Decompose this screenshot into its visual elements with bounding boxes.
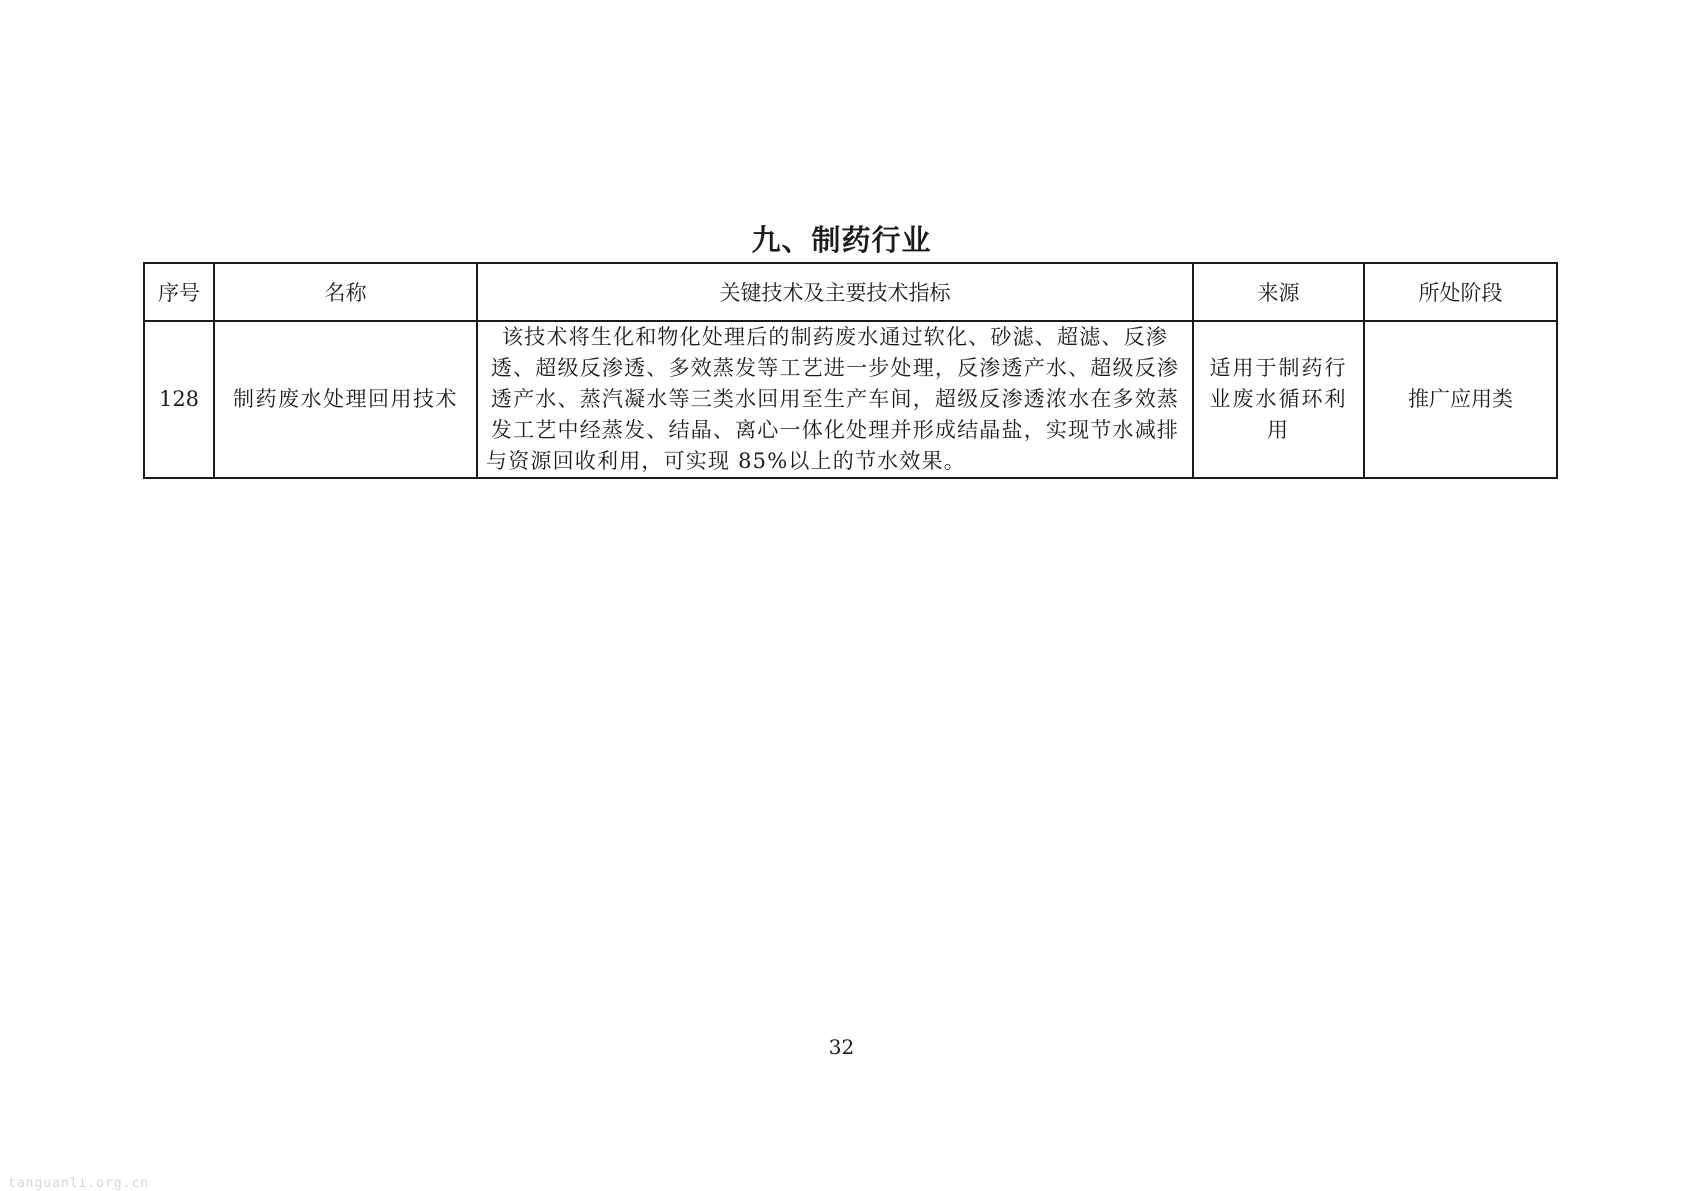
- header-key-tech: 关键技术及主要技术指标: [477, 263, 1193, 321]
- technology-table: [143, 262, 1558, 479]
- header-row: [144, 263, 1557, 321]
- table-body: [144, 321, 1557, 478]
- table-row: [144, 321, 1557, 478]
- header-index: 序号: [144, 263, 214, 321]
- page-number: 32: [828, 1035, 855, 1059]
- table-header: [144, 263, 1557, 321]
- row-index: 128: [144, 321, 214, 478]
- header-stage: 所处阶段: [1364, 263, 1557, 321]
- row-stage: 推广应用类: [1364, 321, 1557, 478]
- header-name: 名称: [214, 263, 477, 321]
- row-name: 制药废水处理回用技术: [214, 321, 477, 478]
- row-source: 适用于制药行业废水循环利用: [1193, 321, 1364, 478]
- watermark: tanguanli.org.cn: [8, 1176, 150, 1191]
- page-title: 九、制药行业: [751, 223, 932, 257]
- row-key-tech: 该技术将生化和物化处理后的制药废水通过软化、砂滤、超滤、反渗透、超级反渗透、多效蒸发等工艺进一步处理，反渗透产水、超级反渗透产水、蒸汽凝水等三类水回用至生产车间，超级反渗透浓水在多效蒸发工艺中经蒸发、结晶、离心一体化处理并形成结晶盐，实现节水减排与资源回收利用，可实现 85%以上的节水效果。: [477, 321, 1193, 478]
- header-source: 来源: [1193, 263, 1364, 321]
